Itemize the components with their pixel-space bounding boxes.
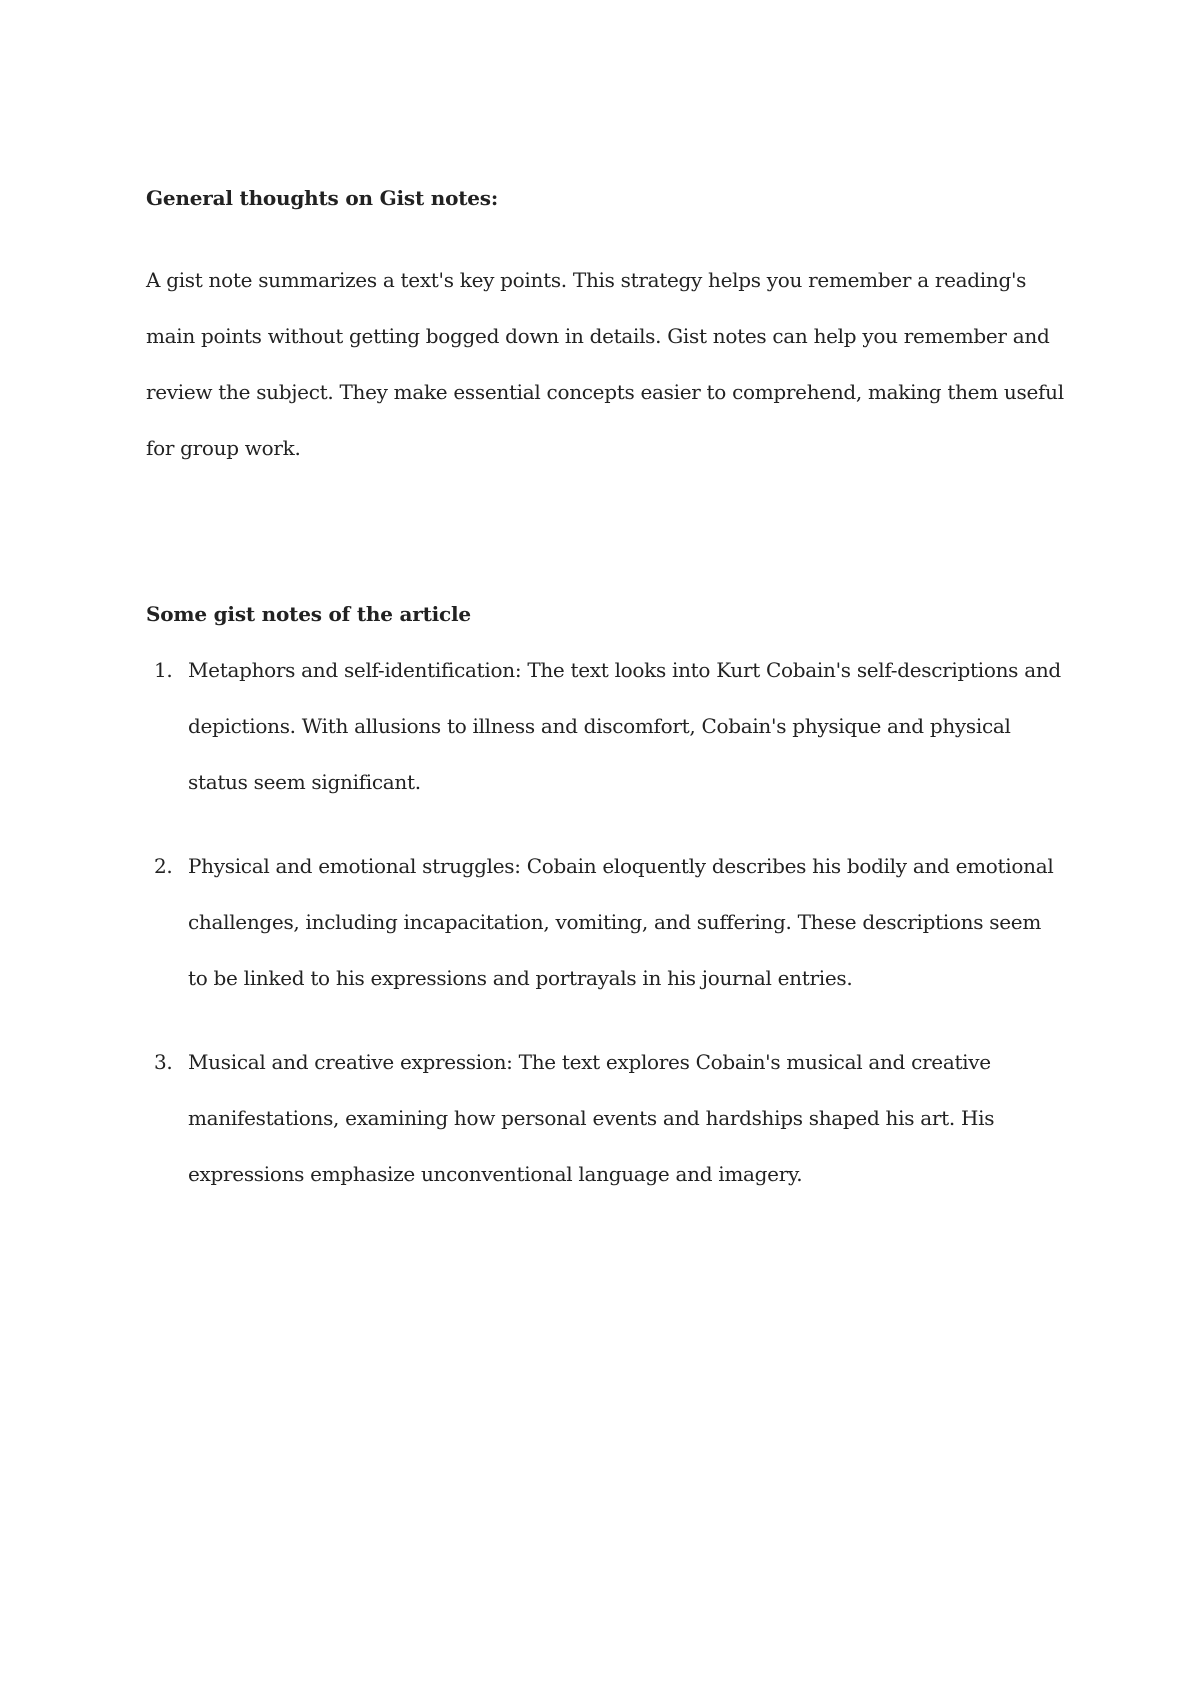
list-item: [146, 838, 1066, 1006]
list-item-number: 3.: [154, 1050, 173, 1074]
document-content: [146, 170, 1066, 1230]
list-item-text: Physical and emotional struggles: Cobain eloquently describes his bodily and emotional challenges, including incapacitation, vomiting, and suffering. These descriptions seem to be linked to his expressions and portrayals in his journal entries.: [188, 854, 1054, 990]
gist-notes-list: [146, 642, 1066, 1202]
section-heading-general-thoughts: General thoughts on Gist notes:: [146, 186, 499, 210]
list-item-text: Metaphors and self-identification: The text looks into Kurt Cobain's self-descriptions and depictions. With allusions to illness and discomfort, Cobain's physique and physical status seem significant.: [188, 658, 1061, 794]
gist-notes-paragraph: A gist note summarizes a text's key points. This strategy helps you remember a reading's main points without getting bogged down in details. Gist notes can help you remember and review the subject. They make essential concepts easier to comprehend, making them useful for group work.: [146, 268, 1064, 460]
list-item-text: Musical and creative expression: The text explores Cobain's musical and creative manifestations, examining how personal events and hardships shaped his art. His expressions emphasize unconventional language and imagery.: [188, 1050, 995, 1186]
list-item: [146, 1034, 1066, 1202]
list-item-number: 2.: [154, 854, 173, 878]
list-item: [146, 642, 1066, 810]
list-item-number: 1.: [154, 658, 173, 682]
section-heading-gist-notes: Some gist notes of the article: [146, 602, 471, 626]
